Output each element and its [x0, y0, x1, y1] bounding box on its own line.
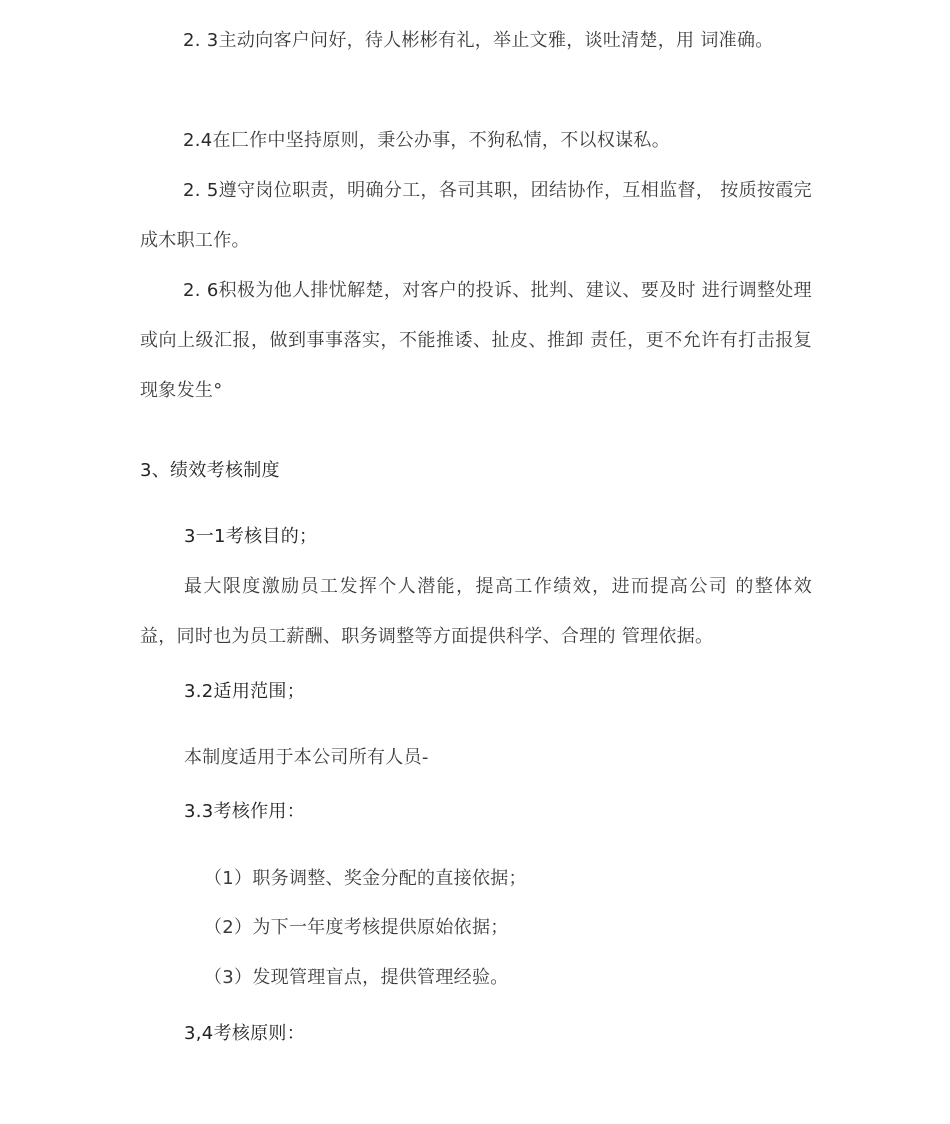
paragraph-text: 积极为他人排忧解楚，对客户的投诉、批判、建议、要及时 进行调整处理或向上级汇报，做到事事落实，不能推诿、扯皮、推卸 责任，更不允许有打击报复现象发生° — [140, 280, 812, 401]
paragraph-text: 遵守岗位职责，明确分工，各司其职，团结协作，互相监督， 按质按霞完成木职工作。 — [140, 180, 812, 251]
paragraph-3-1: 最大限度激励员工发挥个人潜能，提高工作绩效，进而提高公司 的整体效益，同时也为员工薪酬、职务调整等方面提供科学、合理的 管理依据。 — [140, 576, 812, 647]
paragraph-2-5 — [140, 166, 812, 266]
paragraph-text: 在匚作中坚持原则，秉公办事，不狗私情，不以权谋私。 — [212, 130, 671, 151]
item-number: 2.4 — [183, 130, 213, 151]
paragraph-2-4 — [140, 116, 812, 166]
subsection-heading-3-2: 3.2适用范围； — [184, 681, 306, 702]
paragraph-3-2: 本制度适用于本公司所有人员- — [184, 747, 429, 768]
list-item: （2）为下一年度考核提供原始依据； — [204, 917, 509, 938]
paragraph-text: 主动向客户问好，待人彬彬有礼，举止文雅，谈吐清楚，用 词准确。 — [218, 30, 774, 51]
paragraph-2-3 — [140, 16, 812, 66]
item-number: 2. 5 — [183, 180, 219, 201]
item-number: 2. 3 — [183, 30, 219, 51]
paragraph-2-6 — [140, 266, 812, 416]
list-item: （3）发现管理盲点，提供管理经验。 — [204, 967, 509, 988]
subsection-heading-3-1: 3一1考核目的； — [184, 526, 318, 547]
subsection-heading-3-3: 3.3考核作用： — [184, 801, 306, 822]
section-title: 3、绩效考核制度 — [140, 460, 280, 481]
subsection-heading-3-4: 3,4考核原则： — [184, 1023, 306, 1044]
list-item: （1）职务调整、奖金分配的直接依据； — [204, 868, 527, 889]
item-number: 2. 6 — [183, 280, 219, 301]
